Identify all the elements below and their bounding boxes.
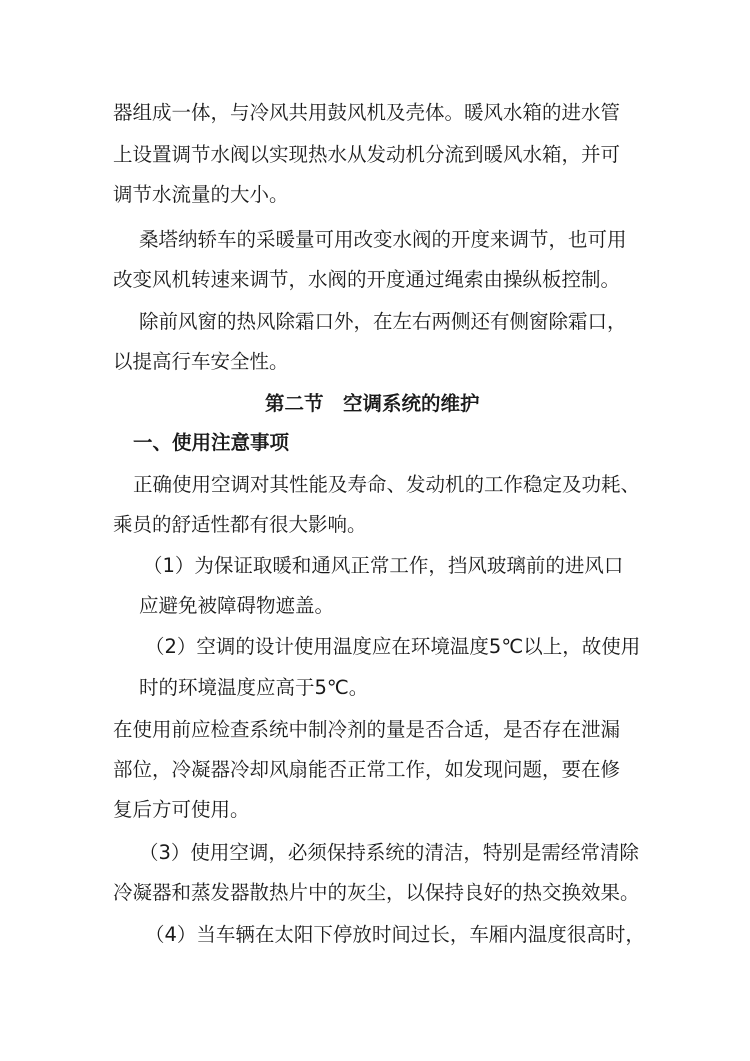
text-line: 部位，冷凝器冷却风扇能否正常工作，如发现问题，要在修 xyxy=(113,758,621,781)
text-line: 改变风机转速来调节，水阀的开度通过绳索由操纵板控制。 xyxy=(113,268,621,291)
text-line: 桑塔纳轿车的采暖量可用改变水阀的开度来调节，也可用 xyxy=(139,228,627,251)
list-item-line: （3）使用空调，必须保持系统的清洁，特别是需经常清除 xyxy=(139,841,639,864)
text-line: 在使用前应检查系统中制冷剂的量是否合适，是否存在泄漏 xyxy=(113,718,621,741)
text-line: 除前风窗的热风除霜口外，在左右两侧还有侧窗除霜口， xyxy=(139,310,627,333)
list-item-line: （4）当车辆在太阳下停放时间过长，车厢内温度很高时， xyxy=(145,923,645,946)
list-item-line: 时的环境温度应高于5℃。 xyxy=(139,676,369,699)
text-line: 调节水流量的大小。 xyxy=(113,183,289,206)
subsection-heading: 一、使用注意事项 xyxy=(133,431,290,454)
list-item-line: 应避免被障碍物遮盖。 xyxy=(139,594,335,617)
text-line: 上设置调节水阀以实现热水从发动机分流到暖风水箱，并可 xyxy=(113,143,621,166)
list-item-line: （1）为保证取暖和通风正常工作，挡风玻璃前的进风口 xyxy=(143,554,624,577)
list-item-line: （2）空调的设计使用温度应在环境温度5℃以上，故使用 xyxy=(145,635,641,658)
text-line: 器组成一体，与冷风共用鼓风机及壳体。暖风水箱的进水管 xyxy=(113,101,621,124)
text-line: 乘员的舒适性都有很大影响。 xyxy=(113,513,367,536)
list-item-line: 冷凝器和蒸发器散热片中的灰尘，以保持良好的热交换效果。 xyxy=(113,881,640,904)
section-heading: 第二节 空调系统的维护 xyxy=(265,392,480,415)
text-line: 正确使用空调对其性能及寿命、发动机的工作稳定及功耗、 xyxy=(133,473,641,496)
text-line: 复后方可使用。 xyxy=(113,798,250,821)
text-line: 以提高行车安全性。 xyxy=(113,350,289,373)
